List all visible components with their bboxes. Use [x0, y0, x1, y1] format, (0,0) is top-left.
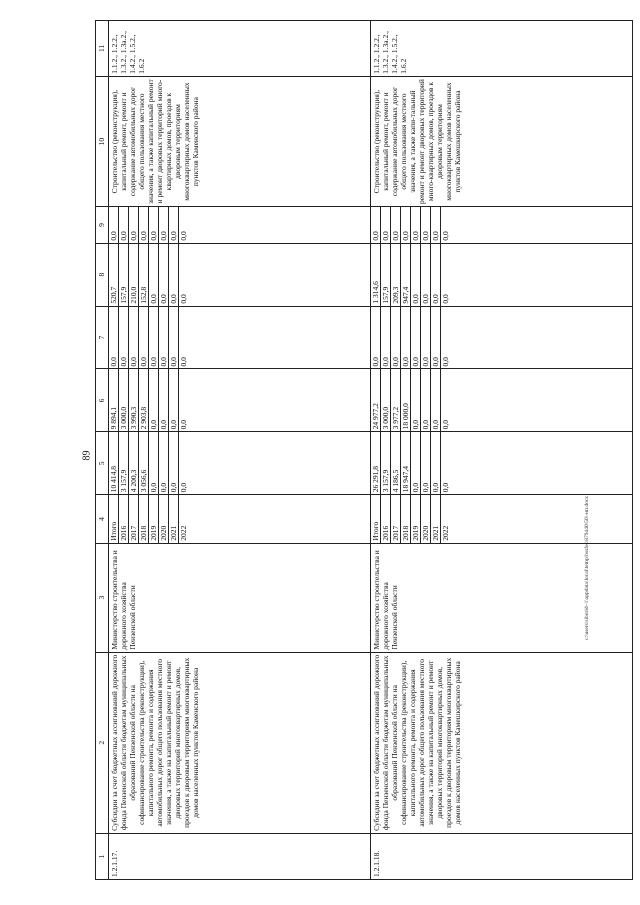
executor: Министерство строительства и дорожного хозяйства Пензенской области	[371, 543, 633, 652]
amount-cell: 0,0	[119, 207, 129, 242]
amount-cell: 26 291,8	[371, 466, 380, 493]
amount-cell: 0,0	[129, 307, 139, 369]
amount-cell: 3 000,0	[119, 369, 129, 431]
amount-cell: 0,0	[391, 207, 401, 242]
year-cell: 2018	[401, 495, 411, 542]
expected-result: Строительство (реконструкция), капитальный ремонт, ремонт и содержание автомобильных дорог общего пользования местного значения, а также капитальный ремонт и ремонт дворовых территорий много-квартирных домов, проездов к дворовым территориям многоквартирных домов населенных пунктов Каменского района	[109, 76, 371, 207]
measure-name: Субсидии за счет бюджетных ассигнований дорожного фонда Пензенской области бюджетам муниципальных образований Пензенской области на софинансирование строительства (реконструкции), капитального ремонта, ремонта и содержания автомобильных дорог общего пользования местного значения, а также на капитальный ремонт и ремонт дворовых территорий многоквартирных домов, проездов к дворовым территориям многоквартирных домов населенных пунктов Каменского района	[109, 652, 371, 833]
amount-cell: 0,0	[411, 207, 421, 242]
year-cell: Итого	[371, 521, 380, 541]
indicator-refs: 1.1.2., 1.2.2., 1.3.2., 1.3а.2., 1.4.2., 1.5.2., 1.6.2	[109, 21, 371, 77]
amount-cell: 0,0	[179, 207, 189, 242]
col-header: 10	[96, 76, 109, 207]
indicator-refs: 1.1.2., 1.2.2., 1.3.2., 1.3а.2., 1.4.2., 1.5.2., 1.6.2	[371, 21, 633, 77]
amount-cell: 3 000,0	[381, 369, 391, 431]
amount-cell: 18 947,4	[401, 432, 411, 494]
amount-cell: 0,0	[421, 369, 431, 431]
year-cell: Итого	[109, 521, 118, 541]
year-cell: 2016	[381, 495, 391, 542]
column-c6	[109, 369, 371, 432]
row-number: 1.2.1.18.	[371, 834, 633, 880]
column-c8	[109, 243, 371, 306]
column-c5	[371, 432, 633, 495]
row-number: 1.2.1.17.	[109, 834, 371, 880]
amount-cell: 0,0	[431, 207, 441, 242]
amount-cell: 0,0	[421, 307, 431, 369]
col-header: 2	[96, 652, 109, 833]
amount-cell: 0,0	[431, 307, 441, 369]
amount-cell: 210,0	[129, 244, 139, 306]
year-cell: 2017	[391, 495, 401, 542]
column-c7	[371, 306, 633, 369]
year-cell: 2021	[431, 495, 441, 542]
amount-cell: 0,0	[431, 432, 441, 494]
amount-cell: 1 314,6	[371, 281, 380, 304]
col-header: 9	[96, 207, 109, 243]
amount-cell: 0,0	[169, 207, 179, 242]
expected-result: Строительство (реконструкция), капитальный ремонт, ремонт и содержание автомобильных дорог общего пользования местного значения, а также капи-тальный ремонт и ремонт дворовых территорий много-квартирных домов, проездов к дворовым территориям многоквартирных домов населенных пунктов Камешкирского района	[371, 76, 633, 207]
column-c8	[371, 243, 633, 306]
amount-cell: 0,0	[159, 307, 169, 369]
amount-cell: 0,0	[169, 244, 179, 306]
col-header: 5	[96, 432, 109, 495]
amount-cell: 947,4	[401, 244, 411, 306]
table-row	[109, 21, 371, 880]
amount-cell: 0,0	[109, 231, 118, 241]
table-row	[371, 21, 633, 880]
amount-cell: 0,0	[391, 307, 401, 369]
amount-cell: 0,0	[179, 369, 189, 431]
amount-cell: 0,0	[149, 244, 159, 306]
col-header: 8	[96, 243, 109, 306]
col-header: 4	[96, 495, 109, 543]
amount-cell: 0,0	[149, 432, 159, 494]
amount-cell: 0,0	[159, 207, 169, 242]
amount-cell: 3 977,2	[391, 369, 401, 431]
amount-cell: 0,0	[179, 244, 189, 306]
amount-cell: 0,0	[441, 307, 451, 369]
amount-cell: 3 157,9	[381, 432, 391, 494]
column-c9	[109, 207, 371, 243]
amount-cell: 209,3	[391, 244, 401, 306]
amount-cell: 0,0	[421, 432, 431, 494]
amount-cell: 0,0	[139, 307, 149, 369]
amount-cell: 157,9	[119, 244, 129, 306]
amount-cell: 0,0	[431, 244, 441, 306]
amount-cell: 0,0	[381, 207, 391, 242]
budget-table	[95, 20, 633, 880]
column-year	[109, 495, 371, 543]
amount-cell: 0,0	[119, 307, 129, 369]
amount-cell: 0,0	[179, 432, 189, 494]
amount-cell: 0,0	[431, 369, 441, 431]
amount-cell: 0,0	[149, 369, 159, 431]
amount-cell: 0,0	[441, 432, 451, 494]
amount-cell: 0,0	[169, 432, 179, 494]
year-cell: 2020	[159, 495, 169, 542]
column-c6	[371, 369, 633, 432]
amount-cell: 10 414,8	[109, 466, 118, 493]
header-row	[96, 21, 109, 880]
amount-cell: 0,0	[179, 307, 189, 369]
amount-cell: 152,8	[139, 244, 149, 306]
amount-cell: 2 903,8	[139, 369, 149, 431]
amount-cell: 0,0	[149, 307, 159, 369]
amount-cell: 0,0	[169, 369, 179, 431]
col-header: 6	[96, 369, 109, 432]
year-cell: 2018	[139, 495, 149, 542]
amount-cell: 4 186,5	[391, 432, 401, 494]
amount-cell: 3 157,9	[119, 432, 129, 494]
year-cell: 2020	[421, 495, 431, 542]
year-cell: 2021	[169, 495, 179, 542]
amount-cell: 0,0	[371, 357, 380, 367]
executor: Министерство строительства и дорожного хозяйства Пензенской области	[109, 543, 371, 652]
col-header: 7	[96, 306, 109, 369]
amount-cell: 9 894,1	[109, 406, 118, 430]
year-cell: 2017	[129, 495, 139, 542]
amount-cell: 0,0	[381, 307, 391, 369]
rotated-table-page	[95, 20, 635, 880]
amount-cell: 0,0	[371, 231, 380, 241]
amount-cell: 0,0	[411, 244, 421, 306]
amount-cell: 0,0	[411, 369, 421, 431]
measure-name: Субсидии за счет бюджетных ассигнований дорожного фонда Пензенской области бюджетам муниципальных образований Пензенской области на софинансирование строительства (реконструкции), капитального ремонта, ремонта и содержания автомобильных дорог общего пользования местного значения, а также на капитальный ремонт и ремонт дворовых территорий многоквартирных домов, проездов к дворовым территориям многоквартирных домов населенных пунктов Камешкирского района	[371, 652, 633, 833]
amount-cell: 0,0	[159, 432, 169, 494]
amount-cell: 157,9	[381, 244, 391, 306]
amount-cell: 0,0	[401, 307, 411, 369]
column-c9	[371, 207, 633, 243]
amount-cell: 3 990,3	[129, 369, 139, 431]
amount-cell: 3 056,6	[139, 432, 149, 494]
amount-cell: 0,0	[129, 207, 139, 242]
year-cell: 2022	[179, 495, 189, 542]
year-cell: 2022	[441, 495, 451, 542]
column-year	[371, 495, 633, 543]
amount-cell: 0,0	[441, 207, 451, 242]
amount-cell: 0,0	[169, 307, 179, 369]
col-header: 1	[96, 834, 109, 880]
amount-cell: 4 200,3	[129, 432, 139, 494]
amount-cell: 0,0	[441, 244, 451, 306]
footer-file-path: c:\users\siborid~1\appdata\local\temp\bssfes\879440\50\-ип.docx	[584, 495, 590, 640]
amount-cell: 0,0	[421, 244, 431, 306]
amount-cell: 0,0	[139, 207, 149, 242]
amount-cell: 24 977,2	[371, 403, 380, 430]
amount-cell: 0,0	[411, 432, 421, 494]
amount-cell: 0,0	[401, 207, 411, 242]
page-number: 89	[81, 450, 93, 461]
col-header: 3	[96, 543, 109, 652]
year-cell: 2019	[411, 495, 421, 542]
column-c7	[109, 306, 371, 369]
amount-cell: 18 000,0	[401, 369, 411, 431]
amount-cell: 0,0	[109, 357, 118, 367]
col-header: 11	[96, 21, 109, 77]
amount-cell: 0,0	[411, 307, 421, 369]
column-c5	[109, 432, 371, 495]
amount-cell: 520,7	[109, 286, 118, 304]
amount-cell: 0,0	[441, 369, 451, 431]
amount-cell: 0,0	[149, 207, 159, 242]
year-cell: 2016	[119, 495, 129, 542]
amount-cell: 0,0	[159, 369, 169, 431]
year-cell: 2019	[149, 495, 159, 542]
amount-cell: 0,0	[159, 244, 169, 306]
amount-cell: 0,0	[421, 207, 431, 242]
